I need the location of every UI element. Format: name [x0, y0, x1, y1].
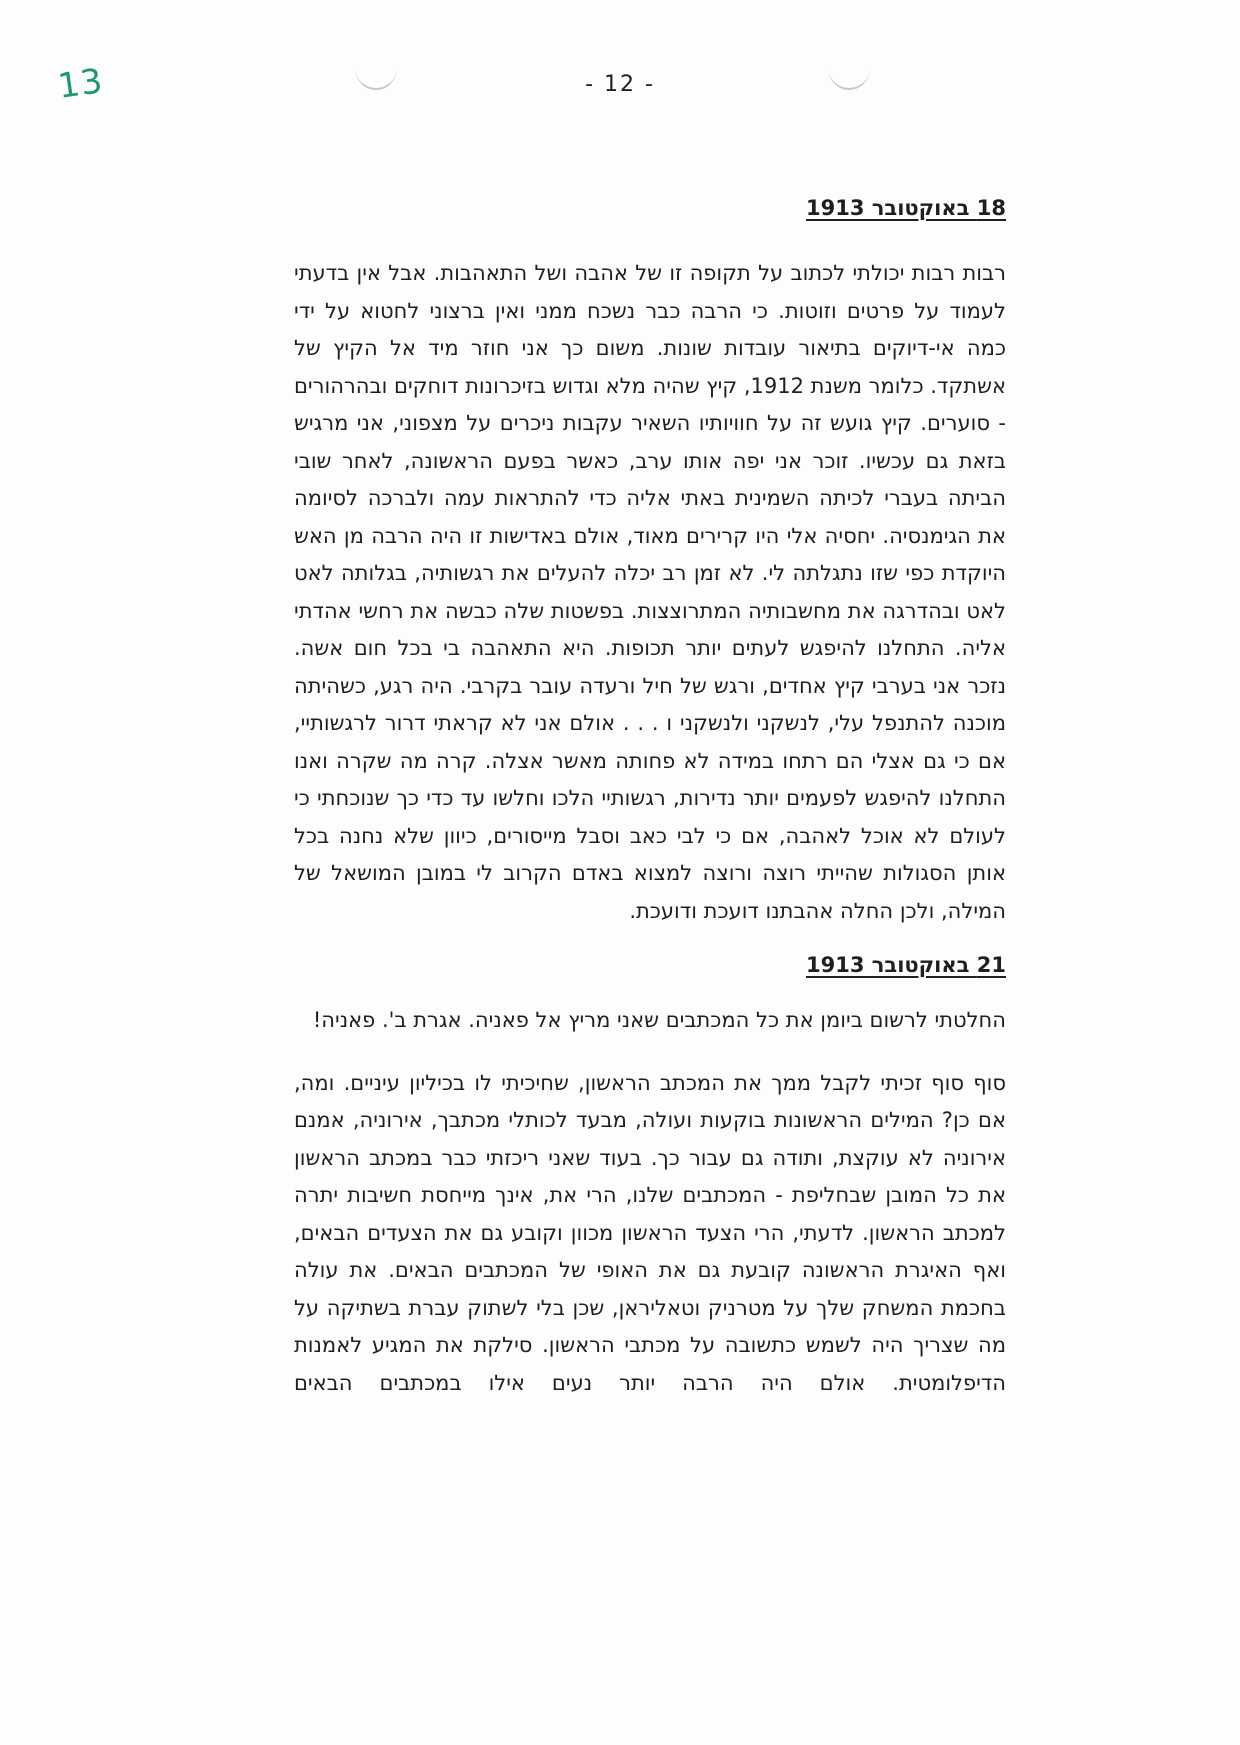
entry-text-1: רבות רבות יכולתי לכתוב על תקופה זו של אהבה ושל התאהבות. אבל אין בדעתי לעמוד על פרטים וזוטות. כי הרבה כבר נשכח ממני ואין ברצוני לחטוא על ידי כמה אי-דיוקים בתיאור עובדות שונות. משום כך אני חוזר מיד אל הקיץ של אשתקד. כלומר משנת 1912, קיץ שהיה מלא וגדוש בזיכרונות דוחקים ובהרהורים - סוערים. קיץ גועש זה על חוויותיו השאיר עקבות ניכרים על מצפוני, אני מרגיש בזאת גם עכשיו. זוכר אני יפה אותו ערב, כאשר בפעם הראשונה, לאחר שובי הביתה בעברי לכיתה השמינית באתי אליה כדי להתראות עמה ולברכה לסיומה את הגימנסיה. יחסיה אלי היו קרירים מאוד, אולם באדישות זו היה הרבה מן האש היוקדת כפי שזו נתגלתה לי. לא זמן רב יכלה להעלים את רגשותיה, בגלותה לאט לאט ובהדרגה את מחשבותיה המתרוצצות. בפשטות שלה כבשה את רחשי אהדתי אליה. התחלנו להיפגש לעתים יותר תכופות. היא התאהבה בי בכל חום אשה. נזכר אני בערבי קיץ אחדים, ורגש של חיל ורעדה עובר בקרבי. היה רגע, כשהיתה מוכנה להתנפל עלי, לנשקני ולנשקני ו . . . אולם אני לא קראתי דרור לרגשותיי, אם כי גם אצלי הם רתחו במידה לא פחותה מאשר אצלה. קרה מה שקרה ואנו התחלנו להיפגש לפעמים יותר נדירות, רגשותיי הלכו וחלשו עד כדי כך שנוכחתי כי לעולם לא אוכל לאהבה, אם כי לבי כאב וסבל מייסורים, כיוון שלא נחנה בכל אותן הסגולות שהייתי רוצה ורוצה למצוא באדם הקרוב לי במובן המושאל של המילה, ולכן החלה אהבתנו דועכת ודועכת.: [293, 261, 1006, 923]
entry-heading-1: 18 באוקטובר 1913: [806, 196, 1006, 220]
handwritten-page-number: 13: [55, 61, 106, 107]
document-body: [294, 196, 1006, 1402]
page-number: - 12 -: [585, 72, 655, 97]
entry-heading-2: 21 באוקטובר 1913: [806, 953, 1006, 977]
entry-intro-2: החלטתי לרשום ביומן את כל המכתבים שאני מריץ אל פאניה. אגרת ב'. פאניה!: [312, 1008, 1006, 1032]
entry-text-2: סוף סוף זכיתי לקבל ממך את המכתב הראשון, שחיכיתי לו בכיליון עיניים. ומה, אם כן? המילים הראשונות בוקעות ועולה, מבעד לכותלי מכתבך, אירוניה, אמנם אירוניה לא עוקצת, ותודה גם עבור כך. בעוד שאני ריכזתי כבר במכתב הראשון את כל המובן שבחליפת - המכתבים שלנו, הרי את, אינך מייחסת חשיבות יתרה למכתב הראשון. לדעתי, הרי הצעד הראשון מכוון וקובע גם את הצעדים הבאים, ואף האיגרת הראשונה קובעת גם את האופי של המכתבים הבאים. את עולה בחכמת המשחק שלך על מטרניק וטאליראן, שכן בלי לשתוק עברת בשתיקה על מה שצריך היה לשמש כתשובה על מכתבי הראשון. סילקת את המגיע לאמנות הדיפלומטית. אולם היה הרבה יותר נעים אילו במכתבים הבאים: [294, 1070, 1006, 1395]
